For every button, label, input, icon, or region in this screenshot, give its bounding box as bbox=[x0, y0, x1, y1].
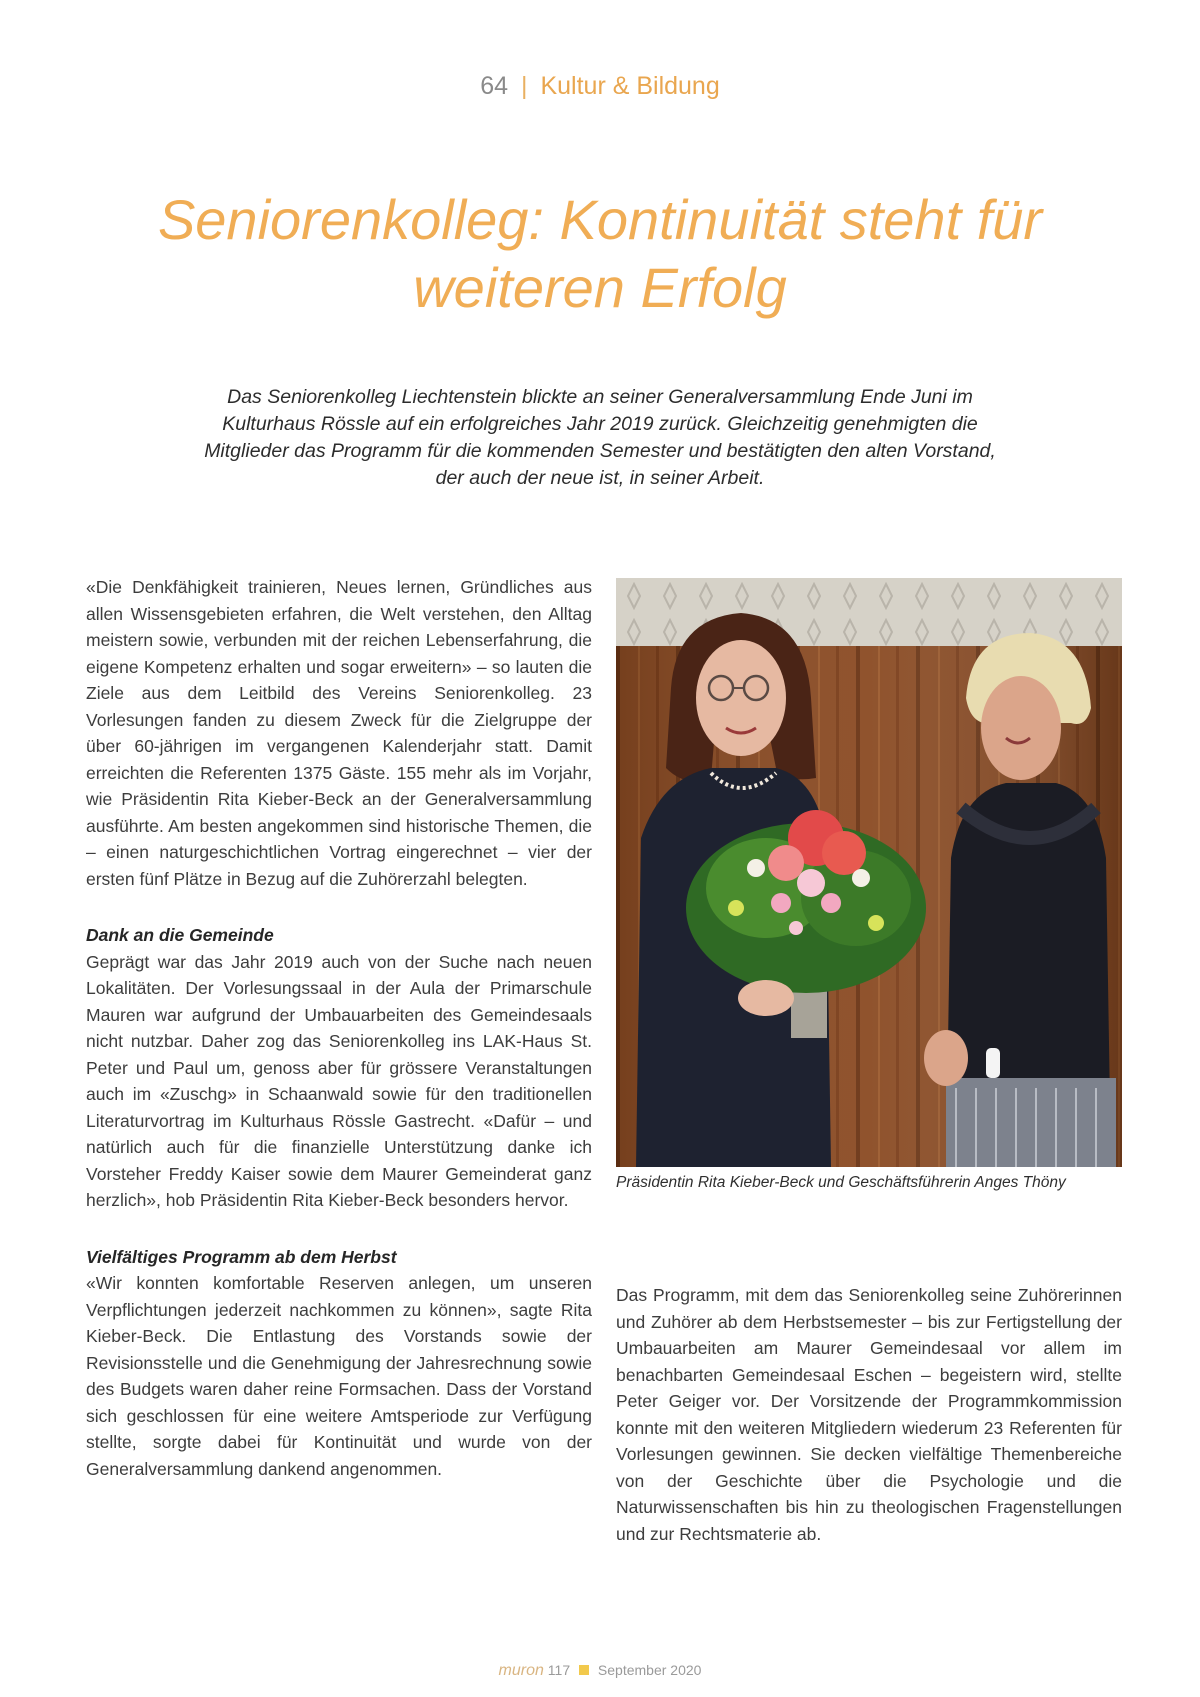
issue-number: 117 bbox=[547, 1662, 571, 1678]
article-title: Seniorenkolleg: Kontinuität steht für weiteren Erfolg bbox=[157, 188, 1043, 319]
section-heading-thanks: Dank an die Gemeinde bbox=[86, 925, 274, 945]
right-column bbox=[616, 1282, 1122, 1547]
section-heading-program: Vielfältiges Programm ab dem Herbst bbox=[86, 1246, 397, 1267]
intro-paragraph: «Die Denkfähigkeit trainieren, Neues lernen, Gründliches aus allen Wissensgebieten erfahren, die Welt verstehen, den Alltag meistern sowie, verbunden mit der reichen Lebenserfahrung, die eigene Kompetenz erhalten und sogar erweitern» – so lauten die Ziele aus dem Leitbild des Vereins Seniorenkolleg. 23 Vorlesungen fanden zu diesem Zweck für die Zielgruppe der über 60-jährigen im vergangenen Kalenderjahr statt. Damit erreichten die Referenten 1375 Gäste. 155 mehr als im Vorjahr, wie Präsidentin Rita Kieber-Beck an der Generalversammlung ausführte. Am besten angekommen sind historische Themen, die – einen naturgeschichtlichen Vortrag eingerechnet – vier der ersten fünf Plätze in Bezug auf die Zuhörerzahl belegten. bbox=[86, 577, 592, 889]
section-paragraph-thanks: Geprägt war das Jahr 2019 auch von der Suche nach neuen Lokalitäten. Der Vorlesungssaal in der Aula der Primarschule Mauren war aufgrund der Umbauarbeiten des Gemeindesaals nicht nutzbar. Daher zog das Seniorenkolleg ins LAK-Haus St. Peter und Paul um, genoss aber für grössere Veranstaltungen auch im «Zuschg» in Schaanwald sowie für den traditionellen Literaturvortrag im Kulturhaus Rössle Gastrecht. «Dafür – und natürlich auch für die finanzielle Unterstützung danke ich Vorsteher Freddy Kaiser sowie dem Maurer Gemeinderat ganz herzlich», hob Präsidentin Rita Kieber-Beck besonders hervor. bbox=[86, 951, 592, 1210]
article-photo bbox=[616, 578, 1122, 1167]
page-number: 64 bbox=[480, 72, 509, 100]
article-lead: Das Seniorenkolleg Liechtenstein blickte an seiner Generalversammlung Ende Juni im Kulturhaus Rössle auf ein erfolgreiches Jahr 2019 zurück. Gleichzeitig genehmigten die Mitglieder das Programm für die kommenden Semester und bestätigten den alten Vorstand, der auch der neue ist, in seiner Arbeit. bbox=[204, 386, 996, 489]
page-footer bbox=[0, 1662, 1200, 1680]
header-separator: | bbox=[521, 72, 528, 100]
left-column bbox=[86, 574, 592, 1482]
program-paragraph: Das Programm, mit dem das Seniorenkolleg seine Zuhörerinnen und Zuhörer ab dem Herbstsemester – bis zur Fertigstellung der Umbauarbeiten am Maurer Gemeindesaal vor allem im benachbarten Gemeindesaal Eschen – begeistern wird, stellte Peter Geiger vor. Der Vorsitzende der Programmkommission konnte mit den weiteren Mitgliedern wiederum 23 Referenten für Vorlesungen gewinnen. Sie decken vielfältige Themenbereiche von der Geschichte über die Psychologie und die Naturwissenschaften bis hin zu theologischen Fragenstellungen und zur Rechtsmaterie ab. bbox=[616, 1285, 1122, 1544]
section-paragraph-program: «Wir konnten komfortable Reserven anlegen, um unseren Verpflichtungen jederzeit nachkommen zu können», sagte Rita Kieber-Beck. Die Entlastung des Vorstands sowie der Revisionsstelle und die Genehmigung der Jahresrechnung sowie des Budgets waren daher reine Formsachen. Dass der Vorstand sich geschlossen für eine weitere Amtsperiode zur Verfügung stellte, sorgte dabei für Kontinuität und wurde von der Generalversammlung dankend angenommen. bbox=[86, 1273, 592, 1479]
section-name: Kultur & Bildung bbox=[540, 72, 720, 100]
magazine-brand: muron bbox=[498, 1662, 544, 1679]
footer-square-icon bbox=[579, 1665, 589, 1675]
issue-date: September 2020 bbox=[597, 1662, 702, 1678]
page-header bbox=[0, 72, 1200, 101]
photo-caption: Präsidentin Rita Kieber-Beck und Geschäftsführerin Anges Thöny bbox=[616, 1174, 1066, 1191]
